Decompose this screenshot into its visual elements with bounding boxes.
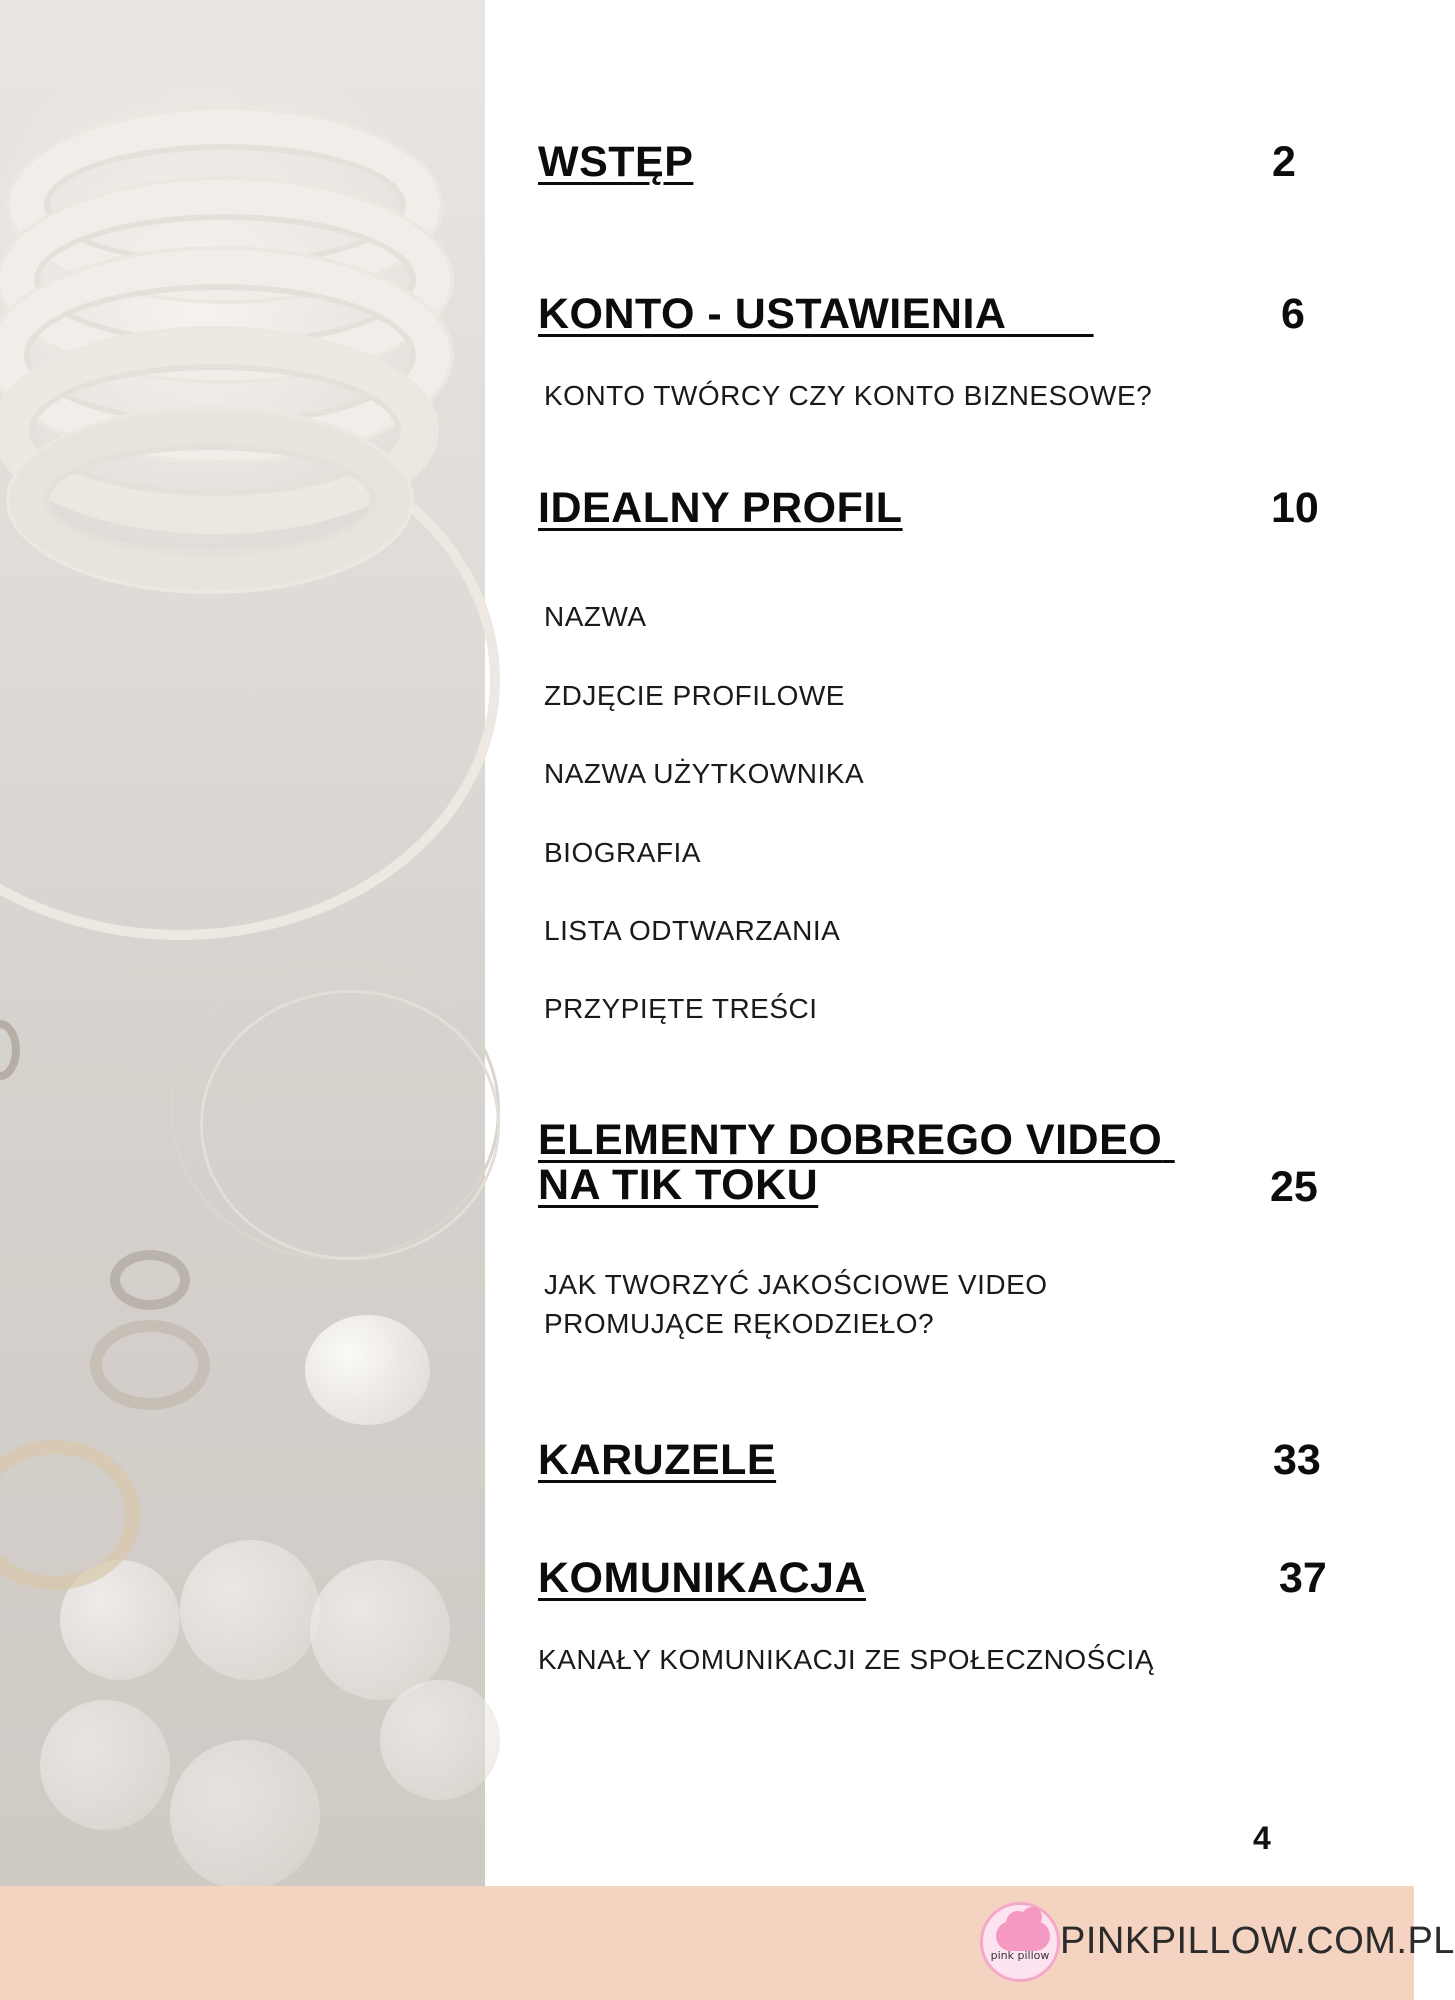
toc-heading-elementy-line1[interactable] [538,1118,1175,1163]
pinkpillow-logo[interactable] [980,1902,1060,1982]
toc-page-karuzele: 33 [1273,1436,1321,1484]
toc-heading-elementy-line2[interactable]: NA TIK TOKU [538,1161,819,1209]
toc-sub-jak-tworzyc-line2[interactable]: PROMUJĄCE RĘKODZIEŁO? [544,1308,935,1339]
toc-sub-kanaly[interactable]: KANAŁY KOMUNIKACJI ZE SPOŁECZNOŚCIĄ [538,1644,1155,1675]
toc-sub-biografia[interactable]: BIOGRAFIA [544,837,701,868]
toc-sub-nazwa[interactable]: NAZWA [544,601,647,632]
toc-page-wstep: 2 [1272,138,1296,186]
toc-sub-lista-odtwarzania[interactable]: LISTA ODTWARZANIA [544,915,841,946]
toc-heading-konto[interactable] [538,292,1098,337]
toc-page-idealny-profil: 10 [1271,484,1319,532]
toc-sub-nazwa-uzytkownika[interactable]: NAZWA UŻYTKOWNIKA [544,758,865,789]
toc-heading-konto-text: KONTO - USTAWIENIA [538,290,1007,338]
toc-heading-karuzele[interactable]: KARUZELE [538,1436,777,1484]
toc-page-elementy: 25 [1270,1163,1318,1211]
toc-heading-elementy-text: ELEMENTY DOBREGO VIDEO [538,1116,1163,1164]
toc-page-konto: 6 [1281,290,1305,338]
toc-sub-przypiete[interactable]: PRZYPIĘTE TREŚCI [544,993,818,1024]
website-link[interactable]: PINKPILLOW.COM.PL [1060,1920,1455,1962]
toc-sub-jak-tworzyc-line1[interactable]: JAK TWORZYĆ JAKOŚCIOWE VIDEO [544,1269,1048,1300]
toc-heading-komunikacja[interactable]: KOMUNIKACJA [538,1554,866,1602]
toc-sub-zdjecie[interactable]: ZDJĘCIE PROFILOWE [544,680,845,711]
cloud-icon [996,1921,1050,1951]
toc-page-komunikacja: 37 [1279,1554,1327,1602]
page-number: 4 [1253,1820,1271,1856]
toc-sub-konto-typ[interactable]: KONTO TWÓRCY CZY KONTO BIZNESOWE? [544,380,1153,411]
logo-text: pink pillow [990,1949,1050,1962]
toc-heading-wstep[interactable]: WSTĘP [538,138,694,186]
toc-heading-idealny-profil[interactable]: IDEALNY PROFIL [538,484,903,532]
